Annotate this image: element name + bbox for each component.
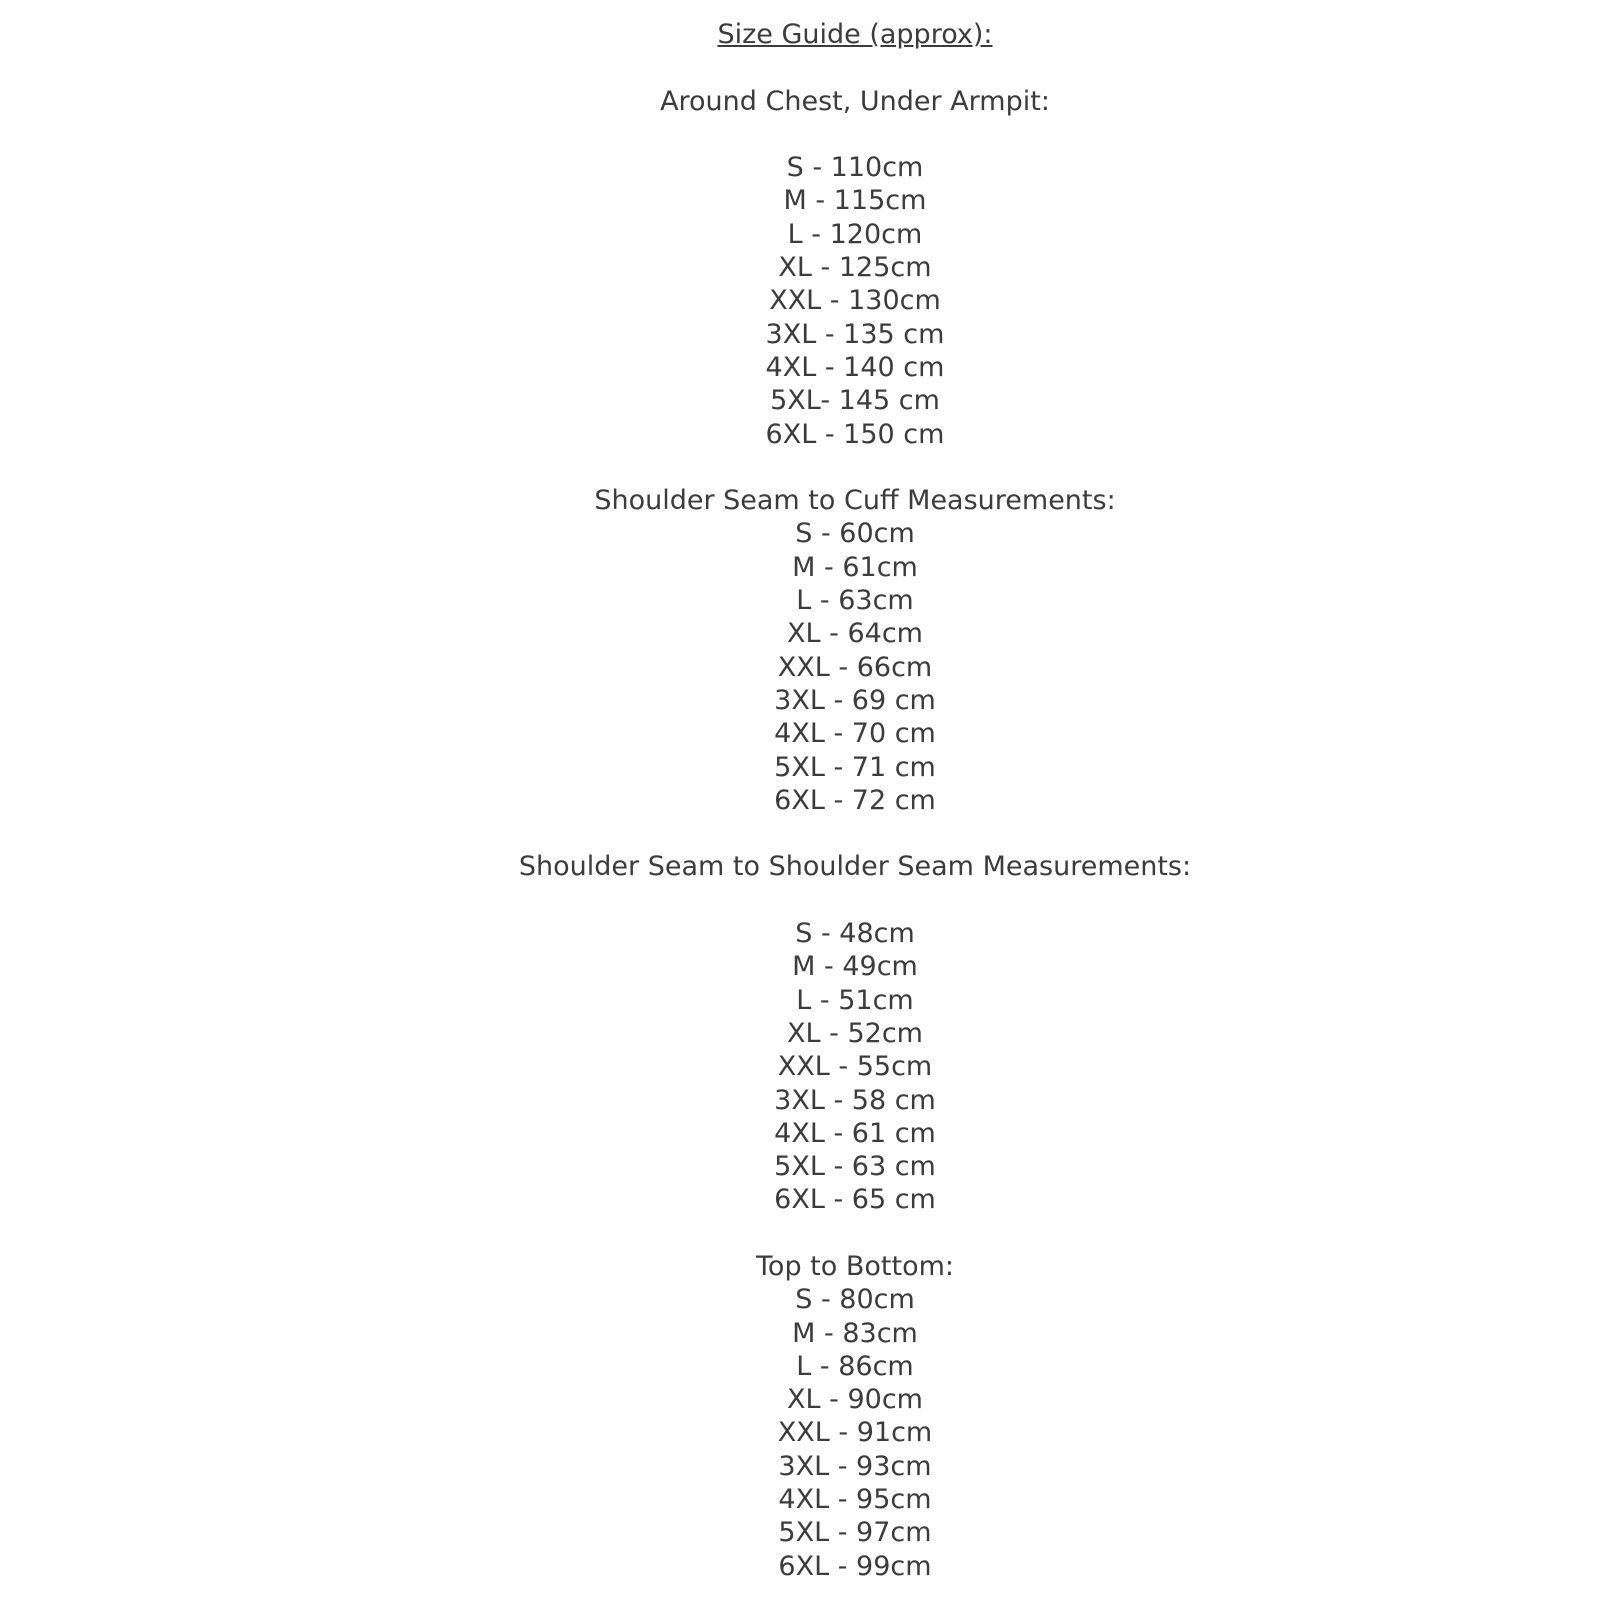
blank-line (155, 451, 1555, 484)
size-row: L - 63cm (796, 585, 914, 617)
size-row: 3XL - 135 cm (765, 318, 945, 350)
size-row: 6XL - 150 cm (765, 418, 945, 450)
size-row: S - 48cm (795, 918, 915, 950)
size-row: S - 60cm (795, 518, 915, 550)
size-row: 6XL - 72 cm (774, 784, 936, 816)
size-row: 5XL- 145 cm (770, 385, 940, 417)
size-row: XL - 64cm (787, 618, 923, 650)
size-row: 4XL - 70 cm (774, 718, 936, 750)
blank-line (155, 817, 1555, 850)
size-row: M - 61cm (792, 551, 918, 583)
size-row: M - 83cm (792, 1317, 918, 1349)
size-row: 5XL - 71 cm (774, 751, 936, 783)
size-row: XXL - 130cm (769, 285, 941, 317)
size-row: L - 86cm (796, 1350, 914, 1382)
size-row: L - 51cm (796, 984, 914, 1016)
size-guide-document (155, 0, 1555, 1583)
section-heading: Shoulder Seam to Shoulder Seam Measurements: (518, 851, 1192, 883)
size-row: 4XL - 61 cm (774, 1117, 936, 1149)
page-title: Size Guide (approx): (717, 19, 993, 50)
size-row: M - 49cm (792, 951, 918, 983)
section-heading: Top to Bottom: (756, 1250, 954, 1282)
size-row: 4XL - 140 cm (765, 351, 945, 383)
size-row: L - 120cm (787, 218, 923, 250)
blank-line (155, 51, 1555, 84)
size-row: 5XL - 63 cm (774, 1151, 936, 1183)
size-row: 3XL - 58 cm (774, 1084, 936, 1116)
size-row: 6XL - 99cm (778, 1550, 932, 1582)
blank-line (155, 118, 1555, 151)
size-sections (155, 51, 1555, 1583)
size-row: XL - 125cm (778, 252, 932, 284)
size-row: 3XL - 93cm (778, 1450, 932, 1482)
size-row: XXL - 91cm (777, 1417, 933, 1449)
size-row: M - 115cm (783, 185, 927, 217)
section-heading: Around Chest, Under Armpit: (660, 85, 1050, 117)
size-row: XL - 52cm (787, 1017, 923, 1049)
size-row: XL - 90cm (787, 1384, 923, 1416)
size-row: S - 110cm (786, 152, 924, 184)
size-row: 3XL - 69 cm (774, 684, 936, 716)
size-row: S - 80cm (795, 1284, 915, 1316)
size-row: 5XL - 97cm (778, 1517, 932, 1549)
size-row: XXL - 66cm (777, 651, 933, 683)
size-row: 4XL - 95cm (778, 1484, 932, 1516)
blank-line (155, 884, 1555, 917)
size-row: 6XL - 65 cm (774, 1184, 936, 1216)
blank-line (155, 1217, 1555, 1250)
section-heading: Shoulder Seam to Cuff Measurements: (594, 485, 1116, 517)
size-row: XXL - 55cm (777, 1051, 933, 1083)
